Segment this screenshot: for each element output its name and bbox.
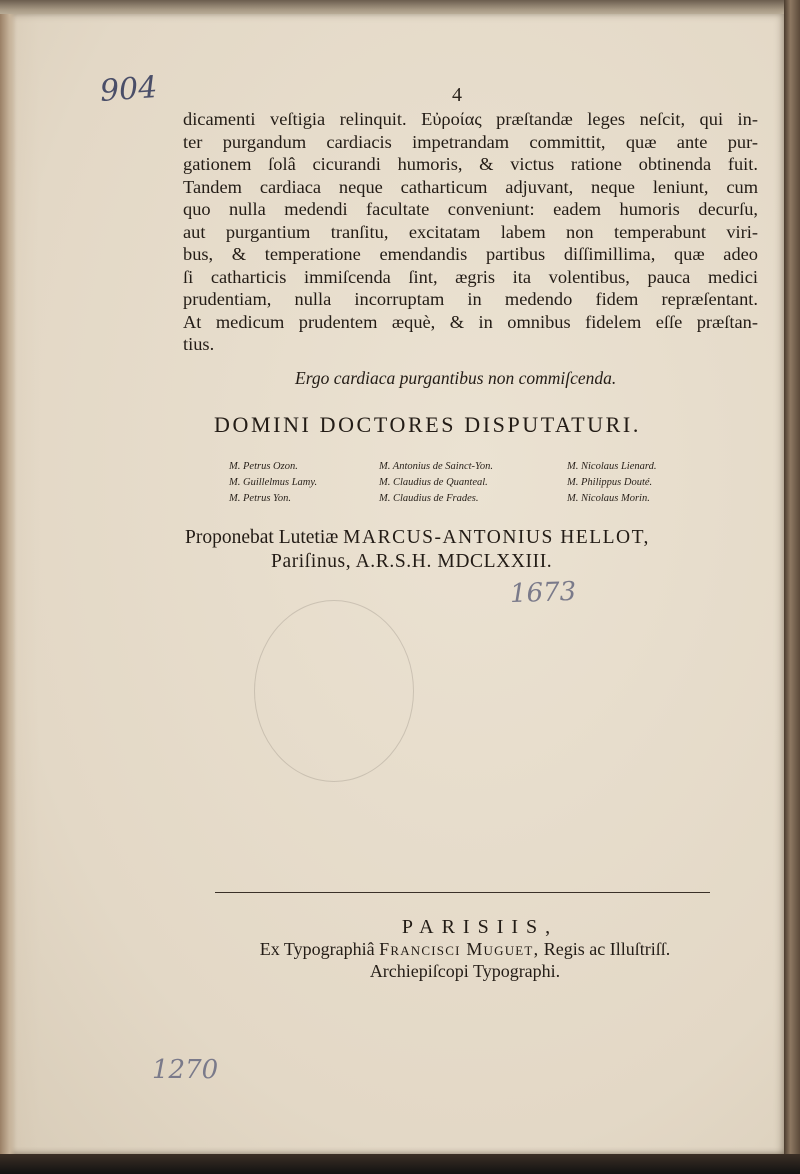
body-line: quo nulla medendi facultate conveniunt: eadem humoris decurſu, bbox=[183, 199, 758, 219]
doctor-name: M. Guillelmus Lamy. bbox=[229, 477, 318, 488]
margin-note-folio: 904 bbox=[98, 70, 159, 109]
respondent-name: MARCUS-ANTONIUS HELLOT, bbox=[343, 527, 650, 548]
colophon bbox=[200, 916, 730, 982]
horizontal-rule bbox=[215, 892, 710, 893]
doctor-name: M. Nicolaus Lienard. bbox=[567, 461, 657, 472]
body-line: prudentiam, nulla incorruptam in medendo fidem repræſentant. bbox=[183, 289, 758, 309]
doctor-name: M. Claudius de Quanteal. bbox=[379, 477, 488, 488]
margin-note-year: 1673 bbox=[509, 576, 577, 610]
book-fore-edge bbox=[784, 0, 800, 1174]
doctor-name: M. Petrus Ozon. bbox=[229, 461, 298, 472]
body-paragraph bbox=[183, 108, 758, 356]
body-line: Tandem cardiaca neque catharticum adjuvant, neque leniunt, cum bbox=[183, 176, 758, 197]
doctores-heading: DOMINI DOCTORES DISPUTATURI. bbox=[214, 412, 641, 437]
book-bottom-edge bbox=[0, 1154, 800, 1174]
body-line: At medicum prudentem æquè, & in omnibus fidelem eſſe præſtan- bbox=[183, 311, 758, 332]
colophon-city: PARISIIS, bbox=[401, 916, 559, 938]
body-line: aut purgantium tranſitu, excitatam labem non temperabunt viri- bbox=[183, 221, 758, 242]
printer-name: Francisci Muguet, bbox=[379, 939, 540, 959]
body-line: dicamenti veſtigia relinquit. Εὐροίας præſtandæ leges neſcit, qui in- bbox=[183, 109, 758, 129]
doctores-list bbox=[229, 459, 729, 507]
doctor-name: M. Nicolaus Morin. bbox=[567, 493, 650, 504]
body-line: tius. bbox=[183, 334, 215, 354]
doctor-name: M. Philippus Douté. bbox=[567, 477, 653, 488]
body-line: ter purgandum cardiacis impetrandam committit, quæ ante pur- bbox=[183, 131, 758, 152]
page-number: 4 bbox=[452, 84, 462, 106]
margin-note-bottom: 1270 bbox=[152, 1055, 219, 1085]
colophon-line3: Archiepiſcopi Typographi. bbox=[369, 961, 561, 981]
page-gutter-shadow bbox=[0, 14, 16, 1156]
proponebat-line2: Pariſinus, A.R.S.H. MDCLXXIII. bbox=[271, 551, 553, 572]
body-line: ſi catharticis immiſcenda ſint, ægris ita volentibus, pauca medici bbox=[183, 266, 758, 287]
doctor-name: M. Claudius de Frades. bbox=[379, 493, 479, 504]
body-line: gationem ſolâ cicurandi humoris, & victus ratione obtinenda fuit. bbox=[183, 154, 758, 174]
doctor-name: M. Antonius de Sainct-Yon. bbox=[379, 461, 494, 472]
colophon-suffix: Regis ac Illuſtriſſ. bbox=[539, 939, 671, 959]
body-line: bus, & temperatione emendandis partibus diſſimillima, quæ adeo bbox=[183, 244, 758, 264]
colophon-prefix: Ex Typographiâ bbox=[259, 939, 380, 959]
conclusion-line: Ergo cardiaca purgantibus non commiſcenda. bbox=[295, 368, 617, 388]
doctor-name: M. Petrus Yon. bbox=[229, 493, 292, 504]
proponebat-prefix: Proponebat Lutetiæ bbox=[185, 527, 344, 548]
proponebat-block bbox=[185, 526, 745, 574]
library-stamp-faded bbox=[254, 600, 414, 782]
